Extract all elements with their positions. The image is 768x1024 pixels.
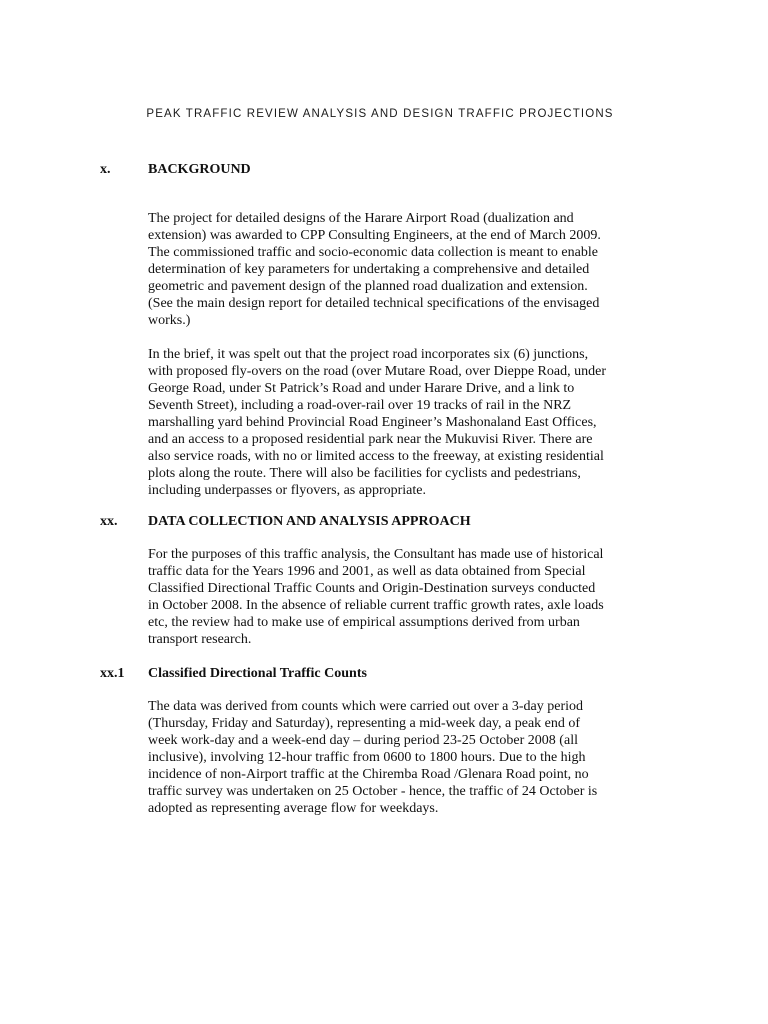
text-line: adopted as representing average flow for weekdays. (148, 801, 439, 816)
paragraph-background-1 (148, 210, 668, 329)
text-line: extension) was awarded to CPP Consulting Engineers, at the end of March 2009. (148, 228, 601, 243)
text-line: (Thursday, Friday and Saturday), representing a mid-week day, a peak end of (148, 716, 581, 731)
section-number: xx. (100, 514, 118, 529)
text-line: including underpasses or flyovers, as appropriate. (148, 483, 426, 498)
text-line: plots along the route. There will also be facilities for cyclists and pedestrians, (148, 466, 581, 481)
section-title: BACKGROUND (148, 162, 251, 177)
section-title: DATA COLLECTION AND ANALYSIS APPROACH (148, 514, 471, 529)
paragraph-background-2 (148, 346, 668, 499)
text-line: For the purposes of this traffic analysis, the Consultant has made use of historical (148, 547, 604, 562)
section-title: Classified Directional Traffic Counts (148, 666, 367, 681)
text-line: transport research. (148, 632, 252, 647)
text-line: week work-day and a week-end day – during period 23-25 October 2008 (all (148, 733, 578, 748)
text-line: also service roads, with no or limited access to the freeway, at existing residential (148, 449, 604, 464)
section-number: xx.1 (100, 666, 125, 681)
text-line: geometric and pavement design of the planned road dualization and extension. (148, 279, 588, 294)
text-line: The project for detailed designs of the Harare Airport Road (dualization and (148, 211, 574, 226)
text-line: The commissioned traffic and socio-economic data collection is meant to enable (148, 245, 598, 260)
text-line: In the brief, it was spelt out that the project road incorporates six (6) junctions, (148, 347, 589, 362)
text-line: Seventh Street), including a road-over-rail over 19 tracks of rail in the NRZ (148, 398, 572, 413)
text-line: Classified Directional Traffic Counts and Origin-Destination surveys conducted (148, 581, 596, 596)
text-line: works.) (148, 313, 191, 328)
text-line: (See the main design report for detailed technical specifications of the envisaged (148, 296, 600, 311)
text-line: etc, the review had to make use of empirical assumptions derived from urban (148, 615, 580, 630)
text-line: and an access to a proposed residential park near the Mukuvisi River. There are (148, 432, 593, 447)
text-line: with proposed fly-overs on the road (over Mutare Road, over Dieppe Road, under (148, 364, 606, 379)
text-line: marshalling yard behind Provincial Road Engineer’s Mashonaland East Offices, (148, 415, 597, 430)
text-line: traffic survey was undertaken on 25 October - hence, the traffic of 24 October is (148, 784, 598, 799)
text-line: George Road, under St Patrick’s Road and under Harare Drive, and a link to (148, 381, 575, 396)
text-line: determination of key parameters for undertaking a comprehensive and detailed (148, 262, 590, 277)
text-line: incidence of non-Airport traffic at the Chiremba Road /Glenara Road point, no (148, 767, 589, 782)
section-number: x. (100, 162, 111, 177)
text-line: traffic data for the Years 1996 and 2001, as well as data obtained from Special (148, 564, 586, 579)
text-line: The data was derived from counts which were carried out over a 3-day period (148, 699, 583, 714)
paragraph-data-collection (148, 546, 668, 648)
text-line: inclusive), involving 12-hour traffic from 0600 to 1800 hours. Due to the high (148, 750, 586, 765)
paragraph-traffic-counts (148, 698, 668, 817)
text-line: in October 2008. In the absence of reliable current traffic growth rates, axle loads (148, 598, 604, 613)
document-header: PEAK TRAFFIC REVIEW ANALYSIS AND DESIGN TRAFFIC PROJECTIONS (146, 108, 614, 120)
